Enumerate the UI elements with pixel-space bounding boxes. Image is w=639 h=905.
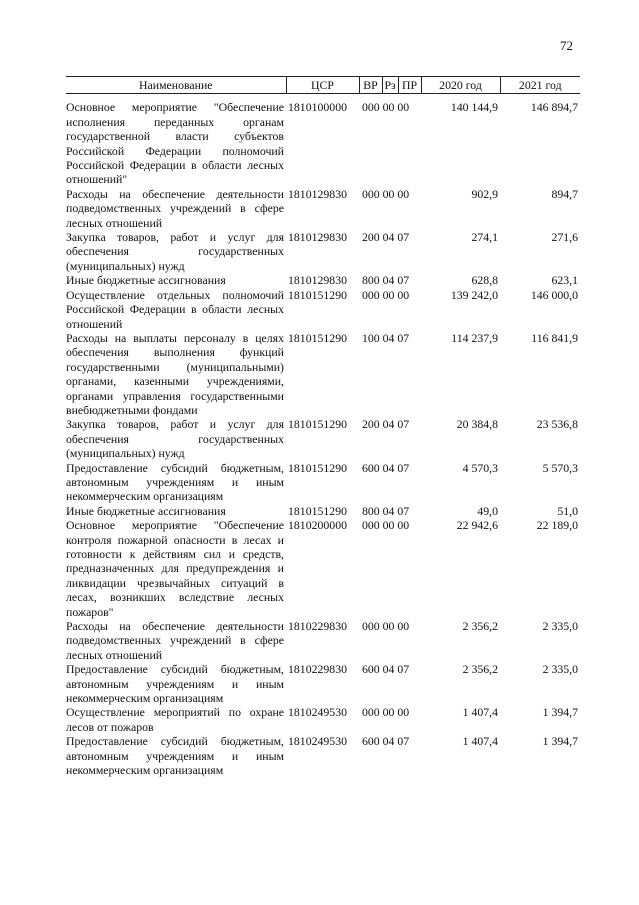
table-row (66, 331, 580, 417)
row-name: Расходы на обеспечение деятельности подведомственных учреждений в сфере лесных отношений (66, 619, 284, 662)
row-2021: 51,0 (557, 503, 578, 518)
row-name: Закупка товаров, работ и услуг для обеспечения государственных (муниципальных) нужд (66, 417, 284, 461)
header-2021: 2021 год (500, 77, 580, 94)
row-name: Предоставление субсидий бюджетным, автономным учреждениям и иным некоммерческим организациям (66, 662, 284, 706)
row-2020: 20 384,8 (456, 417, 498, 432)
header-csr: ЦСР (286, 77, 359, 94)
row-2021: 894,7 (551, 186, 578, 201)
row-code: 100 04 07 (362, 330, 410, 345)
header-vr: ВР (359, 77, 382, 94)
row-2021: 146 000,0 (530, 287, 578, 302)
row-2020: 628,8 (471, 273, 498, 288)
row-csr: 1810129830 (288, 230, 347, 245)
row-2020: 49,0 (477, 503, 498, 518)
row-name: Расходы на выплаты персоналу в целях обеспечения выполнения функций государственными (муниципальными) органами, казенными учреждениями, органами управления государственными внебюджетными фондами (66, 330, 284, 417)
header-2020: 2020 год (421, 77, 500, 94)
row-code: 600 04 07 (362, 662, 410, 677)
row-2021: 1 394,7 (542, 734, 578, 749)
table-row (66, 518, 580, 619)
row-code: 000 00 00 (362, 287, 410, 302)
row-code: 200 04 07 (362, 230, 410, 245)
row-csr: 1810151290 (288, 503, 347, 518)
row-2020: 2 356,2 (462, 619, 498, 634)
row-2021: 2 335,0 (542, 662, 578, 677)
row-2021: 5 570,3 (542, 460, 578, 475)
row-2021: 146 894,7 (530, 100, 578, 115)
row-name: Иные бюджетные ассигнования (66, 503, 226, 518)
header-name: Наименование (66, 77, 286, 94)
row-2021: 22 189,0 (536, 518, 578, 533)
row-2021: 2 335,0 (542, 619, 578, 634)
row-code: 800 04 07 (362, 503, 410, 518)
table-row (66, 734, 580, 777)
row-2020: 140 144,9 (450, 100, 498, 115)
header-pr: ПР (398, 77, 421, 94)
table-row (66, 461, 580, 504)
row-2020: 1 407,4 (462, 705, 498, 720)
row-2020: 902,9 (471, 186, 498, 201)
budget-table (66, 76, 580, 778)
row-name: Предоставление субсидий бюджетным, автономным учреждениям и иным некоммерческим организациям (66, 460, 284, 504)
table-row (66, 230, 580, 273)
row-code: 000 00 00 (362, 518, 410, 533)
row-2020: 139 242,0 (450, 287, 498, 302)
row-csr: 1810229830 (288, 662, 347, 677)
table-row (66, 94, 580, 187)
row-code: 800 04 07 (362, 273, 410, 288)
row-code: 000 00 00 (362, 186, 410, 201)
row-csr: 1810151290 (288, 330, 347, 345)
row-2020: 1 407,4 (462, 734, 498, 749)
row-2020: 274,1 (471, 230, 498, 245)
row-csr: 1810129830 (288, 186, 347, 201)
row-2021: 116 841,9 (531, 330, 578, 345)
row-csr: 1810249530 (288, 734, 347, 749)
page-number: 72 (560, 38, 573, 53)
table-body (66, 94, 580, 778)
table-row (66, 504, 580, 518)
row-name: Осуществление отдельных полномочий Российской Федерации в области лесных отношений (66, 287, 284, 331)
row-name: Иные бюджетные ассигнования (66, 273, 226, 288)
row-code: 600 04 07 (362, 460, 410, 475)
row-csr: 1810229830 (288, 619, 347, 634)
row-csr: 1810151290 (288, 460, 347, 475)
row-2020: 2 356,2 (462, 662, 498, 677)
table-row (66, 288, 580, 331)
row-name: Осуществление мероприятий по охране лесов от пожаров (66, 705, 284, 734)
row-name: Закупка товаров, работ и услуг для обеспечения государственных (муниципальных) нужд (66, 230, 284, 273)
row-csr: 1810129830 (288, 273, 347, 288)
row-name: Основное мероприятие "Обеспечение исполнения переданных органам государственной власти субъектов Российской Федерации полномочий Российской Федерации в области лесных отношений" (66, 100, 284, 187)
row-code: 600 04 07 (362, 734, 410, 749)
row-2021: 271,6 (551, 230, 578, 245)
table-row (66, 187, 580, 230)
row-2020: 22 942,6 (456, 518, 498, 533)
row-name: Расходы на обеспечение деятельности подведомственных учреждений в сфере лесных отношений (66, 186, 284, 230)
row-csr: 1810249530 (288, 705, 347, 720)
row-code: 000 00 00 (362, 619, 410, 634)
table-header (66, 77, 580, 94)
row-csr: 1810100000 (288, 100, 347, 115)
table-row (66, 417, 580, 460)
row-name: Основное мероприятие "Обеспечение контроля пожарной опасности в лесах и готовности к действиям сил и средств, предназначенных для предупреждения и ликвидации чрезвычайных ситуаций в лесах, возникших вследствие лесных пожаров" (66, 518, 284, 619)
row-2021: 23 536,8 (536, 417, 578, 432)
table-row (66, 705, 580, 734)
row-csr: 1810151290 (288, 287, 347, 302)
row-2020: 4 570,3 (462, 460, 498, 475)
row-2021: 1 394,7 (542, 705, 578, 720)
table-row (66, 662, 580, 705)
row-code: 000 00 00 (362, 100, 410, 115)
row-code: 000 00 00 (362, 705, 410, 720)
row-code: 200 04 07 (362, 417, 410, 432)
row-csr: 1810151290 (288, 417, 347, 432)
header-rz: Рз (382, 77, 398, 94)
row-2021: 623,1 (551, 273, 578, 288)
row-csr: 1810200000 (288, 518, 347, 533)
table-row (66, 273, 580, 287)
row-2020: 114 237,9 (451, 330, 498, 345)
table-row (66, 619, 580, 662)
row-name: Предоставление субсидий бюджетным, автономным учреждениям и иным некоммерческим организациям (66, 734, 284, 778)
